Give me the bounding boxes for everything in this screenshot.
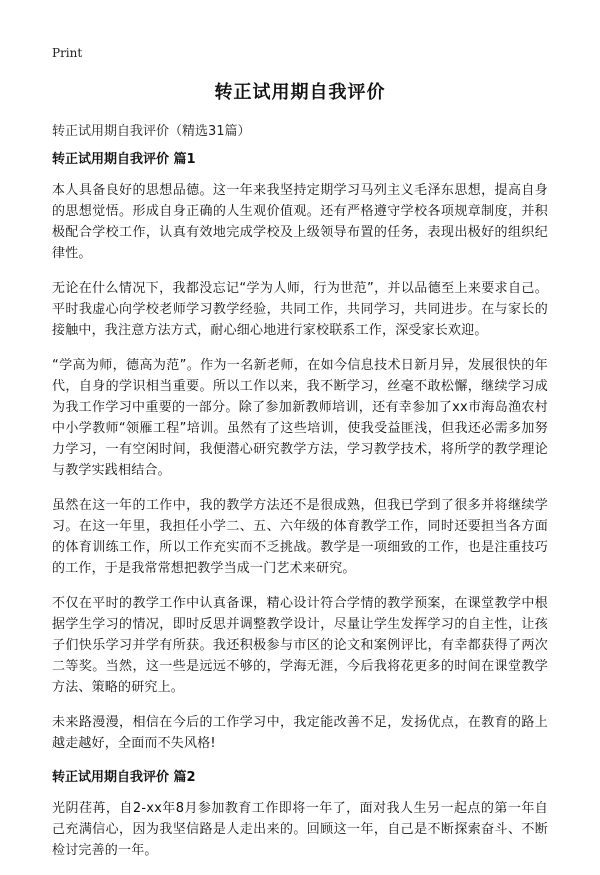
paragraph: “学高为师，德高为范”。作为一名新老师，在如今信息技术日新月异，发展很快的年代，自身的学识相当重要。所以工作以来，我不断学习，丝毫不敢松懈，继续学习成为我工作学习中重要的一部分。除了参加新教师培训，还有幸参加了xx市海岛渔农村中小学教师“领雁工程”培训。虽然有了这些培训，使我受益匪浅，但我还必需多加努力学习，一有空闲时间，我便潜心研究教学方法，学习教学技术，将所学的教学理论与教学实践相结合。 [52, 358, 548, 478]
print-link[interactable]: Print [52, 46, 83, 60]
paragraph: 本人具备良好的思想品德。这一年来我坚持定期学习马列主义毛泽东思想，提高自身的思想觉悟。形成自身正确的人生观价值观。还有严格遵守学校各项规章制度，并积极配合学校工作，认真有效地完成学校及上级领导布置的任务，表现出极好的组织纪律性。 [52, 183, 548, 261]
page-title: 转正试用期自我评价 [214, 82, 386, 103]
section-1 [52, 150, 548, 754]
paragraph: 不仅在平时的教学工作中认真备课，精心设计符合学情的教学预案，在课堂教学中根据学生学习的情况，即时反思并调整教学设计，尽量让学生发挥学习的自主性，让孩子们快乐学习并学有所获。我还积极参与市区的论文和案例评比，有幸都获得了两次二等奖。当然，这一些是远远不够的，学海无涯，今后我将花更多的时间在课堂教学方法、策略的研究上。 [52, 596, 548, 695]
paragraph: 光阴荏苒，自2-xx年8月参加教育工作即将一年了，面对我人生另一起点的第一年自己充满信心，因为我坚信路是人走出来的。回顾这一年，自己是不断探索奋斗、不断检讨完善的一年。 [52, 801, 548, 858]
section-2 [52, 768, 548, 861]
paragraph: 未来路漫漫，相信在今后的工作学习中，我定能改善不足，发扬优点，在教育的路上越走越好，全面而不失风格! [52, 715, 548, 751]
paragraph: 虽然在这一年的工作中，我的教学方法还不是很成熟，但我已学到了很多并将继续学习。在这一年里，我担任小学二、五、六年级的体育教学工作，同时还要担当各方面的体育训练工作，所以工作充实而不乏挑战。教学是一项细致的工作，也是注重技巧的工作，于是我常常想把教学当成一门艺术来研究。 [52, 498, 548, 576]
section-heading: 转正试用期自我评价 篇2 [52, 770, 196, 785]
paragraph: 无论在什么情况下，我都没忘记“学为人师，行为世范”，并以品德至上来要求自己。平时我虚心向学校老师学习教学经验，共同工作，共同学习，共同进步。在与家长的接触中，我注意方法方式，耐心细心地进行家校联系工作，深受家长欢迎。 [52, 281, 548, 338]
document-subtitle: 转正试用期自我评价（精选31篇） [52, 124, 251, 139]
document-body [52, 150, 548, 875]
section-heading: 转正试用期自我评价 篇1 [52, 152, 196, 167]
